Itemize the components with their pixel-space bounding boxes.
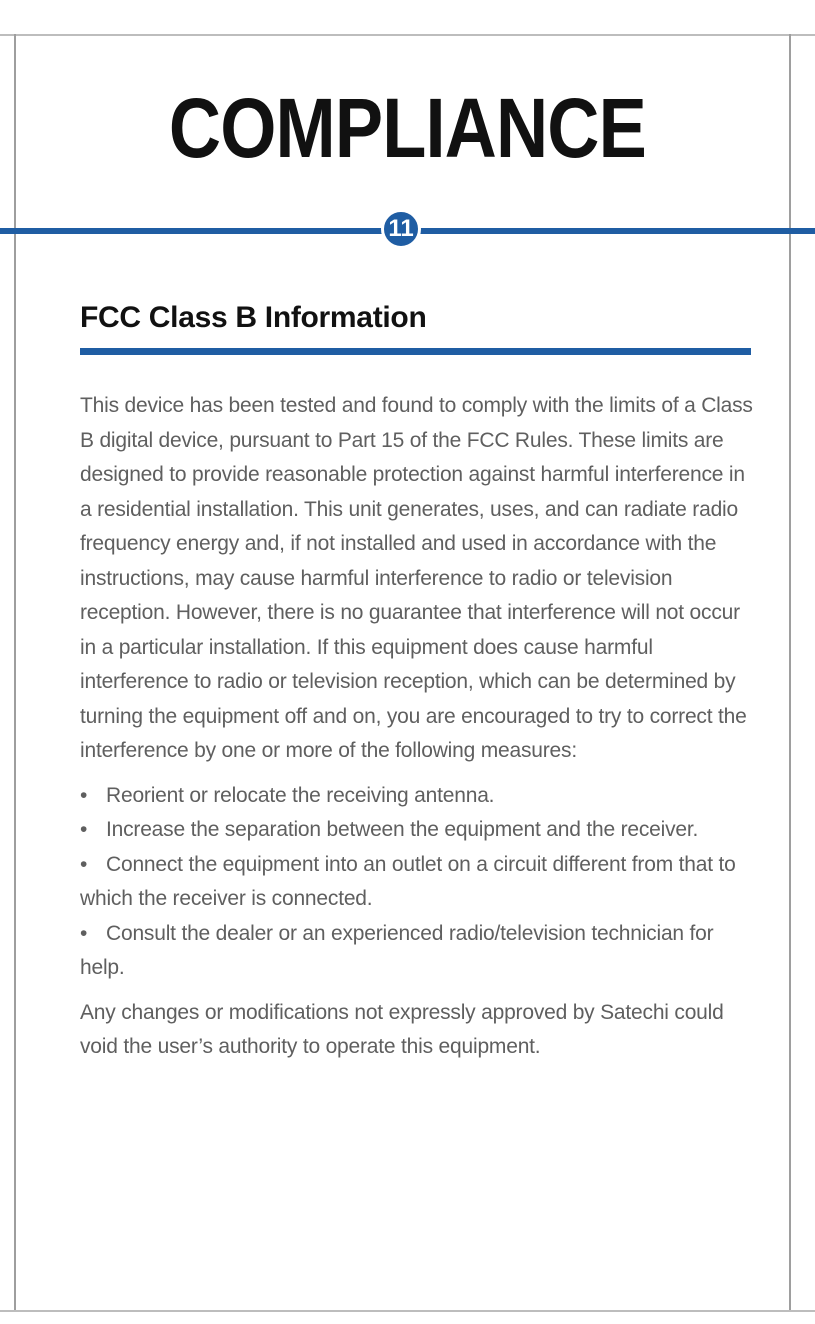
list-item-text: Reorient or relocate the receiving antenna. xyxy=(106,783,495,807)
main-paragraph: This device has been tested and found to comply with the limits of a Class B digital device, pursuant to Part 15 of the FCC Rules. These limits are designed to provide reasonable protection against harmful interference in a residential installation. This unit generates, uses, and can radiate radio frequency energy and, if not installed and used in accordance with the instructions, may cause harmful interference to radio or television reception. However, there is no guarantee that interference will not occur in a particular installation. If this equipment does cause harmful interference to radio or television reception, which can be determined by turning the equipment off and on, you are encouraged to try to correct the interference by one or more of the following measures: xyxy=(80,394,753,762)
list-item xyxy=(80,779,760,814)
page-number-badge: 11 xyxy=(381,209,421,249)
page-trim-bottom xyxy=(0,1310,815,1312)
page-trim-left xyxy=(14,34,16,1312)
section-heading-rule xyxy=(80,348,751,355)
list-item-text: Increase the separation between the equipment and the receiver. xyxy=(106,818,699,841)
list-item-text: Consult the dealer or an experienced radio/television technician for help. xyxy=(80,921,714,979)
page-title: COMPLIANCE xyxy=(168,81,646,175)
list-item xyxy=(80,848,760,917)
list-item xyxy=(80,917,760,986)
bullet-icon: • xyxy=(80,783,88,807)
final-paragraph: Any changes or modifications not expressly approved by Satechi could void the user’s authority to operate this equipment. xyxy=(80,1000,724,1058)
list-item-text: Connect the equipment into an outlet on a circuit different from that to which the receiver is connected. xyxy=(80,852,736,910)
bullet-icon: • xyxy=(80,852,88,876)
section-heading: FCC Class B Information xyxy=(80,301,427,334)
page-trim-right xyxy=(789,34,791,1312)
section-body xyxy=(80,389,760,1065)
page-trim-top xyxy=(0,34,815,36)
list-item xyxy=(80,813,760,848)
bullet-icon: • xyxy=(80,818,88,841)
measures-list xyxy=(80,779,760,986)
bullet-icon: • xyxy=(80,921,88,945)
